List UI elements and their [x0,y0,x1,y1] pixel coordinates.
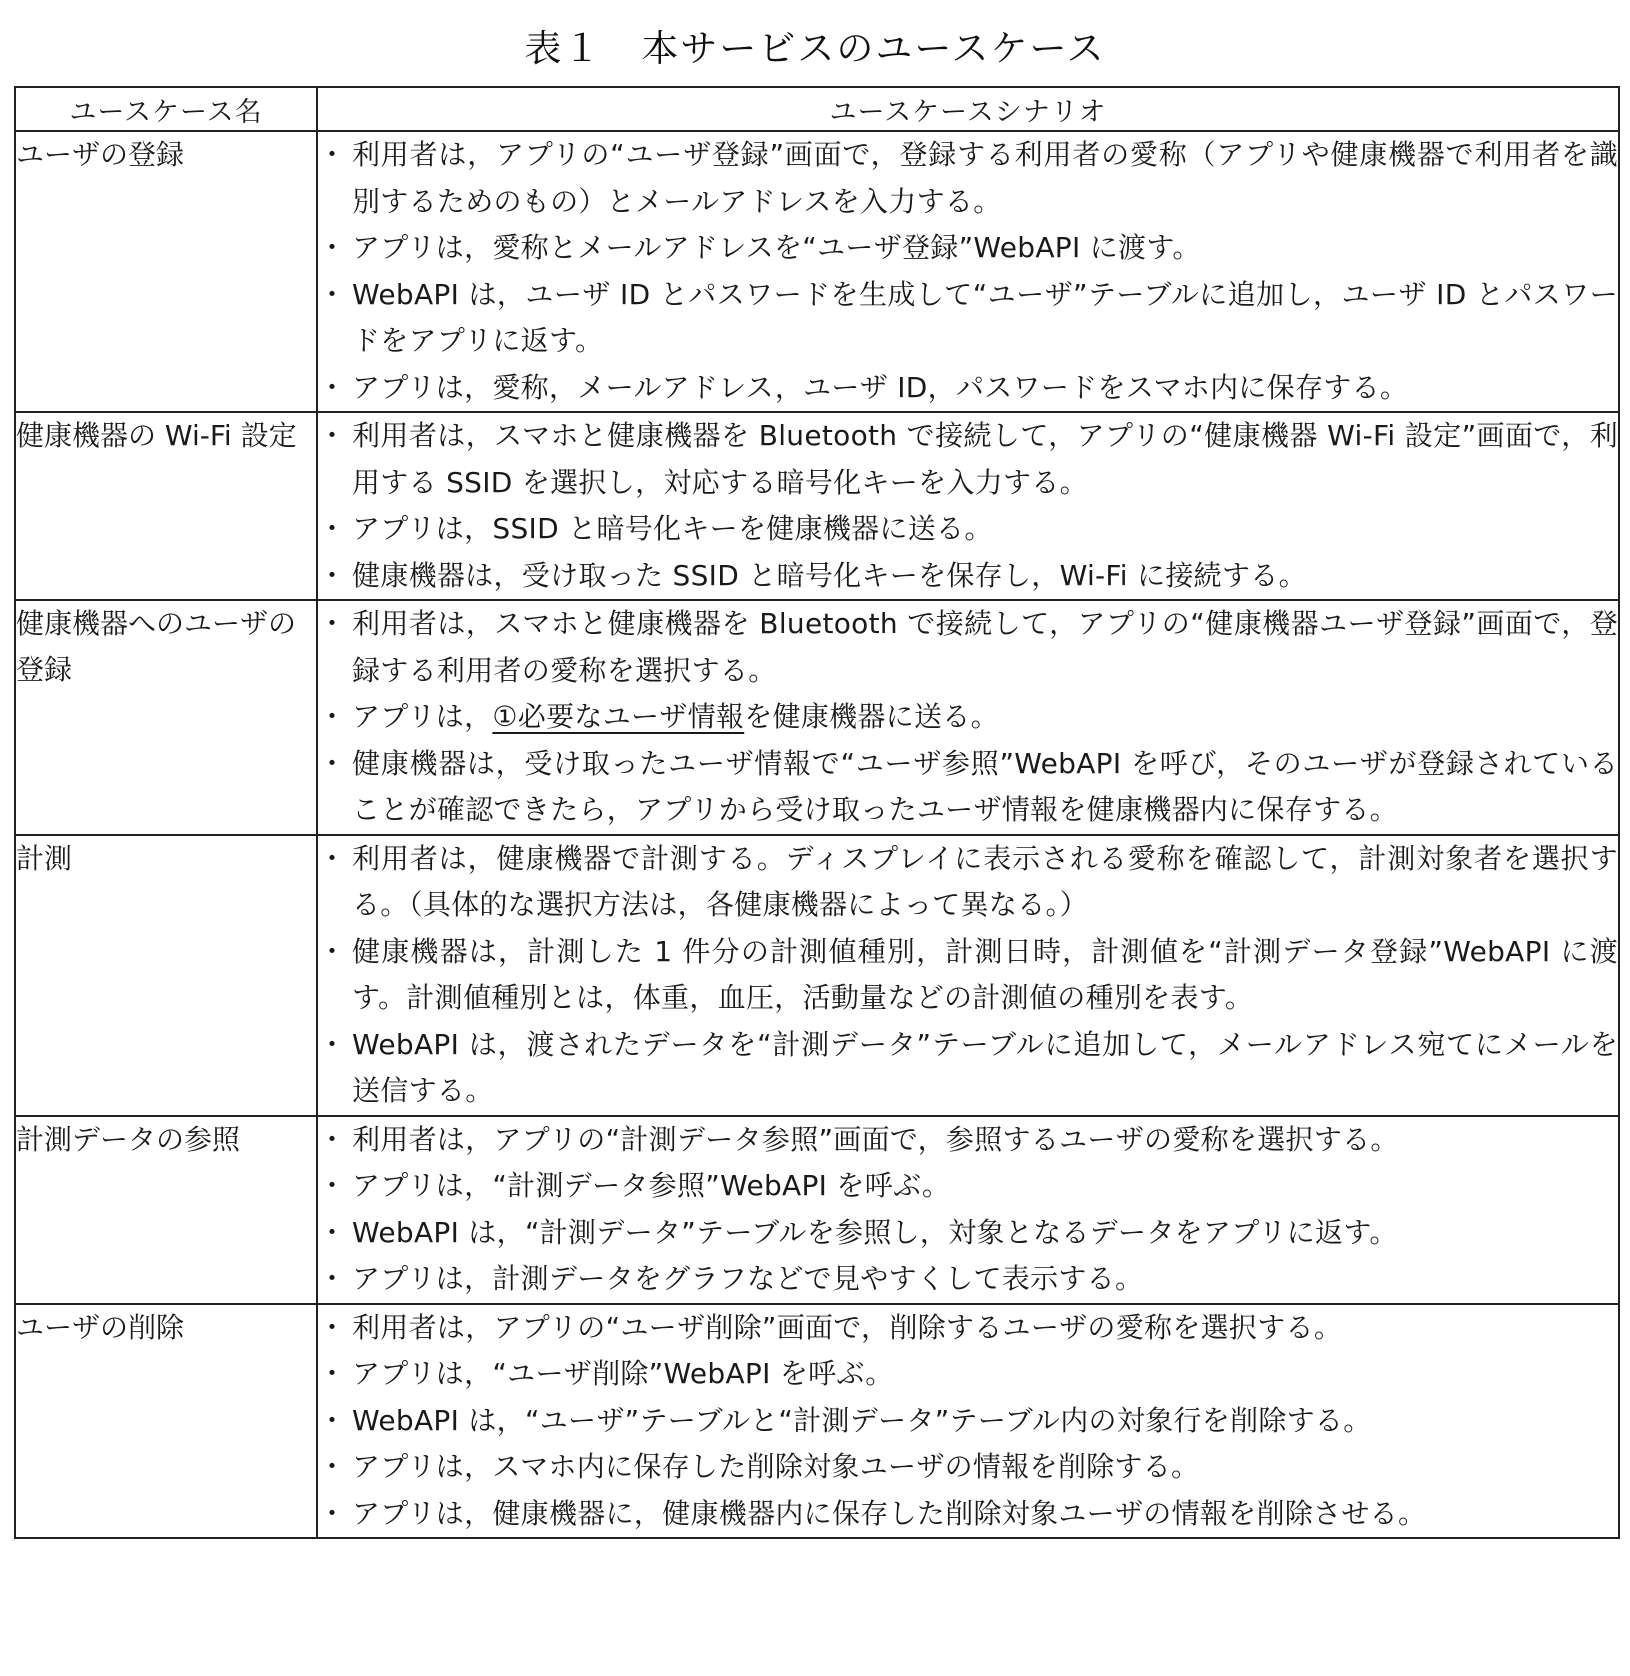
scenario-step-list [318,132,1618,411]
scenario-step: ・ アプリは，健康機器に，健康機器内に保存した削除対象ユーザの情報を削除させる。 [318,1491,1618,1538]
usecase-scenario-cell [317,1304,1619,1539]
usecase-name-cell: 計測 [15,835,317,1116]
usecase-scenario-cell [317,1116,1619,1304]
usecase-scenario-cell [317,412,1619,600]
scenario-step: ・ アプリは，愛称とメールアドレスを“ユーザ登録”WebAPI に渡す。 [318,225,1618,272]
usecase-table [14,86,1620,1539]
scenario-step: ・ 利用者は，アプリの“ユーザ削除”画面で，削除するユーザの愛称を選択する。 [318,1305,1618,1352]
scenario-step: ・ WebAPI は，渡されたデータを“計測データ”テーブルに追加して，メールアドレス宛てにメールを送信する。 [318,1022,1618,1115]
usecase-scenario-cell [317,600,1619,835]
scenario-step: ・ 健康機器は，受け取った SSID と暗号化キーを保存し，Wi-Fi に接続する。 [318,553,1618,600]
scenario-step-list [318,413,1618,599]
usecase-name-cell: 計測データの参照 [15,1116,317,1304]
usecase-scenario-cell [317,835,1619,1116]
scenario-step: ・ WebAPI は，“ユーザ”テーブルと“計測データ”テーブル内の対象行を削除する。 [318,1398,1618,1445]
scenario-step: ・ 利用者は，スマホと健康機器を Bluetooth で接続して，アプリの“健康機器ユーザ登録”画面で，登録する利用者の愛称を選択する。 [318,601,1618,694]
step-text: アプリは， [352,700,493,733]
scenario-step: ・ 利用者は，スマホと健康機器を Bluetooth で接続して，アプリの“健康機器 Wi-Fi 設定”画面で，利用する SSID を選択し，対応する暗号化キーを入力する。 [318,413,1618,506]
usecase-name-cell: ユーザの登録 [15,131,317,412]
table-row [15,412,1619,600]
table-row [15,131,1619,412]
scenario-step: ・ WebAPI は，“計測データ”テーブルを参照し，対象となるデータをアプリに返す。 [318,1210,1618,1257]
scenario-step: ・ アプリは，スマホ内に保存した削除対象ユーザの情報を削除する。 [318,1444,1618,1491]
table-row [15,835,1619,1116]
scenario-step: ・ 利用者は，健康機器で計測する。ディスプレイに表示される愛称を確認して，計測対象者を選択する。（具体的な選択方法は，各健康機器によって異なる。） [318,836,1618,929]
scenario-step: ・ 健康機器は，受け取ったユーザ情報で“ユーザ参照”WebAPI を呼び，そのユーザが登録されていることが確認できたら，アプリから受け取ったユーザ情報を健康機器内に保存する。 [318,741,1618,834]
scenario-step-list [318,601,1618,834]
scenario-step [318,694,1618,741]
scenario-step: ・ WebAPI は，ユーザ ID とパスワードを生成して“ユーザ”テーブルに追加し，ユーザ ID とパスワードをアプリに返す。 [318,272,1618,365]
table-body [15,131,1619,1538]
table-row [15,1116,1619,1304]
table-row [15,1304,1619,1539]
scenario-step-list [318,1305,1618,1538]
header-usecase-scenario: ユースケースシナリオ [317,87,1619,131]
usecase-name-cell: 健康機器へのユーザの登録 [15,600,317,835]
underlined-term: ①必要なユーザ情報 [492,700,745,733]
scenario-step-list [318,836,1618,1115]
step-text: を健康機器に送る。 [744,700,999,733]
scenario-step: ・ 利用者は，アプリの“計測データ参照”画面で，参照するユーザの愛称を選択する。 [318,1117,1618,1164]
scenario-step: ・ アプリは，愛称，メールアドレス，ユーザ ID，パスワードをスマホ内に保存する。 [318,365,1618,412]
header-usecase-name: ユースケース名 [15,87,317,131]
scenario-step: ・ 健康機器は，計測した 1 件分の計測値種別，計測日時，計測値を“計測データ登録”WebAPI に渡す。計測値種別とは，体重，血圧，活動量などの計測値の種別を表す。 [318,929,1618,1022]
table-row [15,600,1619,835]
scenario-step: ・ アプリは，計測データをグラフなどで見やすくして表示する。 [318,1256,1618,1303]
scenario-step: ・ アプリは，“計測データ参照”WebAPI を呼ぶ。 [318,1163,1618,1210]
scenario-step: ・ アプリは，SSID と暗号化キーを健康機器に送る。 [318,506,1618,553]
table-header-row [15,87,1619,131]
usecase-name-cell: ユーザの削除 [15,1304,317,1539]
usecase-name-cell: 健康機器の Wi-Fi 設定 [15,412,317,600]
scenario-step: ・ 利用者は，アプリの“ユーザ登録”画面で，登録する利用者の愛称（アプリや健康機器で利用者を識別するためのもの）とメールアドレスを入力する。 [318,132,1618,225]
table-caption: 表１ 本サービスのユースケース [524,27,1106,70]
usecase-scenario-cell [317,131,1619,412]
scenario-step: ・ アプリは，“ユーザ削除”WebAPI を呼ぶ。 [318,1351,1618,1398]
scenario-step-list [318,1117,1618,1303]
